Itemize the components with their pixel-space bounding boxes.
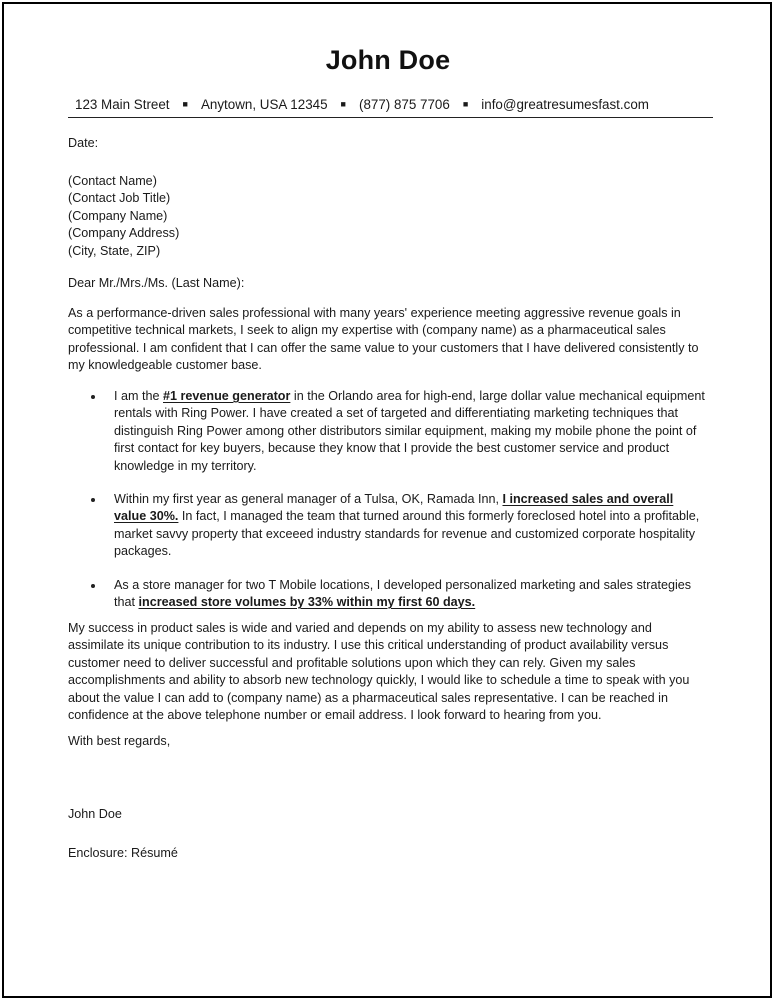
intro-paragraph: As a performance-driven sales professional with many years' experience meeting aggressive revenue goals in competitive technical markets, I seek to align my expertise with (company name) as a pharmaceutical sales professional. I am confident that I can offer the same value to your customers that I have delivered consistently to my knowledgeable customer base. (68, 306, 699, 373)
bullet-text: As a store manager for two T Mobile locations, I developed personalized marketing and sales strategies that (114, 577, 692, 610)
list-item (68, 388, 708, 475)
bullet-icon (91, 395, 95, 399)
recipient-contact-name: (Contact Name) (68, 174, 157, 188)
header-divider (68, 117, 713, 118)
list-item (68, 491, 708, 561)
contact-line (75, 96, 710, 113)
signature-name: John Doe (68, 807, 122, 821)
recipient-company-address: (Company Address) (68, 226, 180, 241)
separator-icon: ■ (340, 99, 346, 109)
enclosure-line: Enclosure: Résumé (68, 846, 178, 860)
separator-icon: ■ (182, 99, 188, 109)
bullet-text: in the Orlando area for high-end, large dollar value mechanical equipment rentals with Ring Power. I have created a set of targeted and differentiating marketing techniques that distinguish Ring Power among other distributors similar equipment, making my mobile phone the point of first contact for key buyers, because they know that I provide the best customer service and product knowledge in my territory. (114, 389, 705, 473)
bullet-icon (91, 498, 95, 502)
bullet-highlight: increased store volumes by 33% within my first 60 days. (138, 595, 476, 610)
applicant-name: John Doe (325, 45, 451, 75)
email-address: info@greatresumesfast.com (481, 97, 649, 112)
city-address: Anytown, USA 12345 (200, 97, 328, 112)
list-item (68, 577, 708, 612)
salutation: Dear Mr./Mrs./Ms. (Last Name): (68, 276, 245, 290)
recipient-city-state-zip: (City, State, ZIP) (68, 243, 161, 258)
recipient-contact-title: (Contact Job Title) (68, 191, 171, 206)
bullet-highlight: #1 revenue generator (163, 389, 291, 403)
body-paragraph: My success in product sales is wide and varied and depends on my ability to assess new technology and assimilate its unique contribution to its industry. I use this critical understanding of product availability versus customer need to deliver successful and profitable solutions upon which they can rely. Given my sales accomplishments and ability to absorb new technology quickly, I would like to schedule a time to speak with you about the value I can add to (company name) as a pharmaceutical sales representative. I can be reached in confidence at the above telephone number or email address. I look forward to hearing from you. (68, 621, 690, 723)
recipient-block (68, 173, 708, 260)
separator-icon: ■ (462, 99, 469, 109)
bullet-text: Within my first year as general manager of a Tulsa, OK, Ramada Inn, (114, 492, 503, 507)
date-line: Date: (68, 136, 99, 150)
closing: With best regards, (68, 734, 171, 748)
street-address: 123 Main Street (75, 97, 170, 112)
bullet-icon (91, 584, 95, 588)
achievements-list (68, 388, 708, 627)
bullet-text: In fact, I managed the team that turned around this formerly foreclosed hotel into a profitable, market savvy property that exceeed industry standards for revenue and customized corporate hospitality packages. (114, 509, 700, 559)
phone-number: (877) 875 7706 (358, 97, 450, 112)
recipient-company-name: (Company Name) (68, 208, 168, 223)
bullet-highlight: I increased sales and overall value 30%. (114, 492, 674, 524)
bullet-text: I am the (114, 389, 163, 403)
